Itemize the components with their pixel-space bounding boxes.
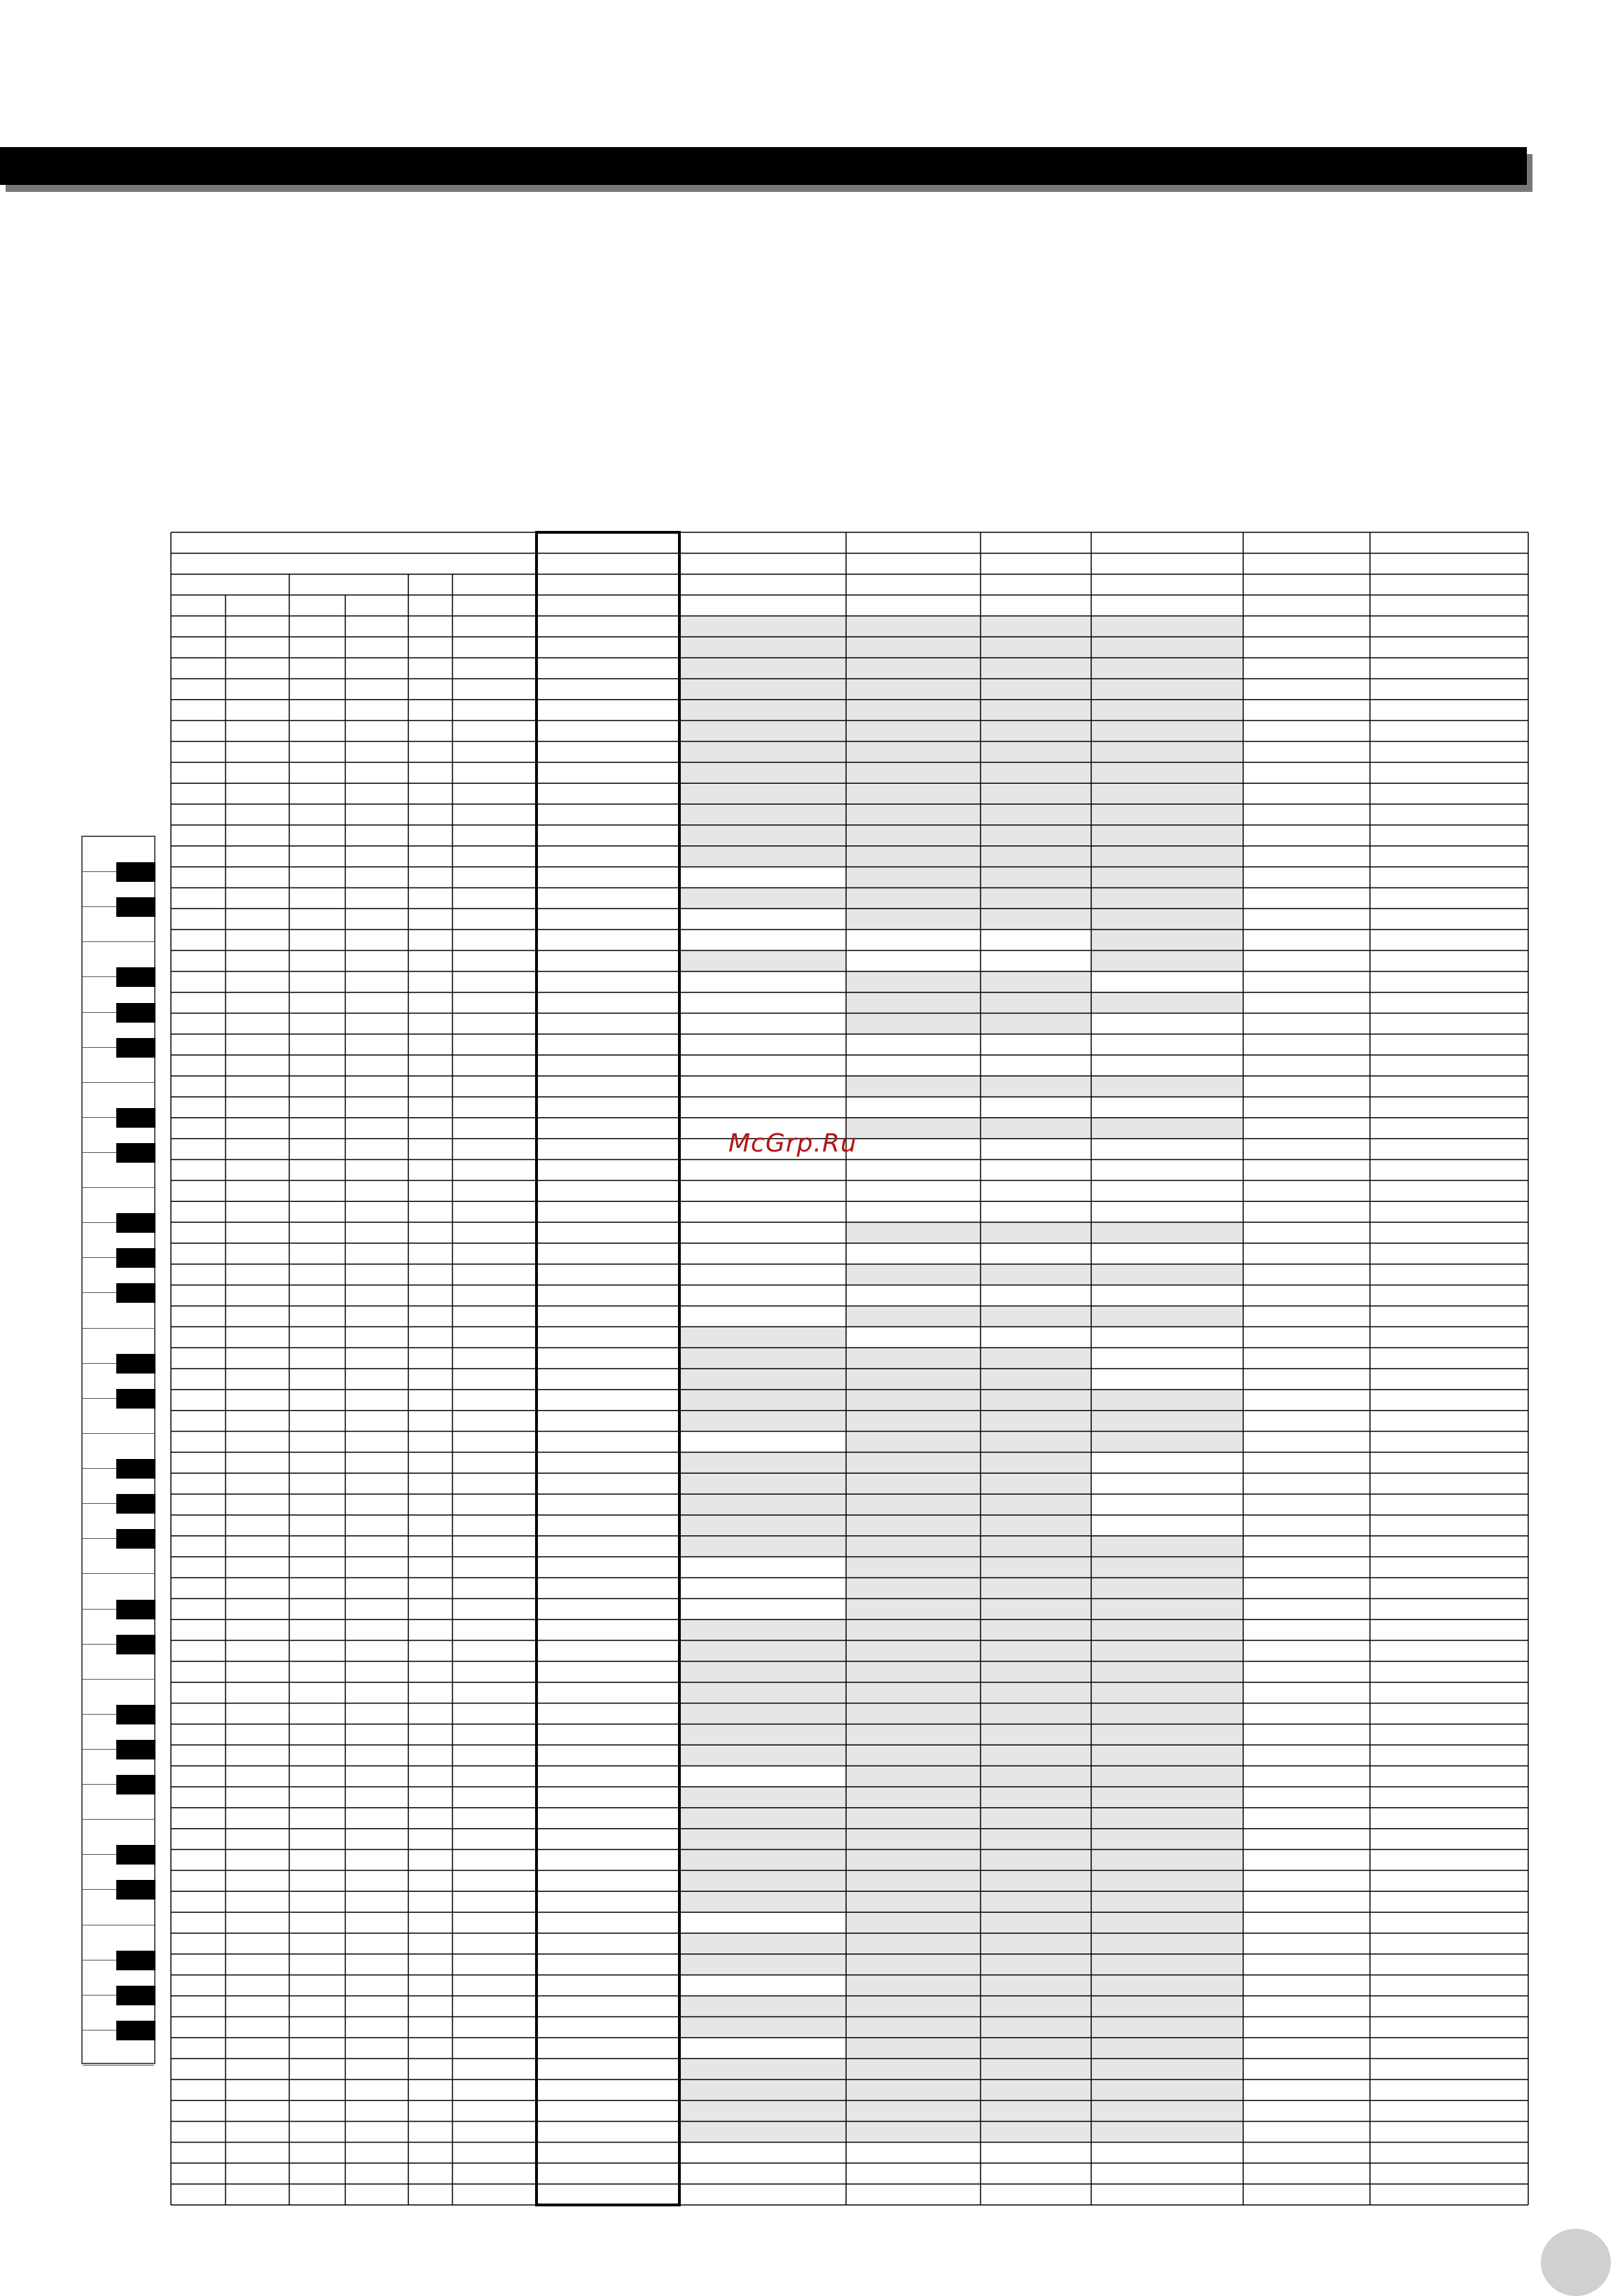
- shaded-cell-block: [846, 1076, 981, 1097]
- shaded-cell-block: [679, 1452, 846, 1556]
- black-key: [116, 1845, 155, 1865]
- black-key: [116, 1038, 155, 1058]
- black-key: [116, 1003, 155, 1023]
- shaded-cell-block: [679, 1327, 846, 1431]
- black-key: [116, 897, 155, 917]
- shaded-cell-block: [679, 887, 846, 908]
- shaded-cell-block: [981, 1118, 1091, 1139]
- shaded-cell-block: [1091, 1536, 1243, 2143]
- shaded-cell-block: [981, 971, 1091, 1035]
- shaded-cell-block: [1091, 993, 1243, 1014]
- black-key: [116, 1880, 155, 1900]
- shaded-cell-block: [1091, 616, 1243, 971]
- black-key: [116, 1635, 155, 1654]
- shaded-cell-block: [846, 1306, 981, 1327]
- shaded-cell-block: [846, 616, 981, 929]
- page-number-badge: [1541, 2229, 1611, 2296]
- black-key: [116, 1459, 155, 1479]
- shaded-cell-block: [1091, 1222, 1243, 1243]
- black-key: [116, 1248, 155, 1268]
- shaded-cell-block: [846, 1222, 981, 1243]
- shaded-cell-block: [846, 971, 981, 1035]
- shaded-cell-block: [981, 616, 1091, 929]
- shaded-cell-block: [1091, 1306, 1243, 1327]
- keyboard-diagram: [81, 836, 155, 2064]
- black-key: [116, 1283, 155, 1303]
- black-key: [116, 967, 155, 987]
- shaded-cell-block: [1091, 1390, 1243, 1453]
- black-key: [116, 1389, 155, 1409]
- black-key: [116, 1775, 155, 1794]
- black-key: [116, 1354, 155, 1374]
- shaded-cell-block: [1091, 1118, 1243, 1139]
- black-key: [116, 1108, 155, 1128]
- shaded-cell-block: [846, 1264, 981, 1285]
- black-key: [116, 1143, 155, 1163]
- black-key: [116, 1705, 155, 1724]
- shaded-cell-block: [679, 950, 846, 971]
- shaded-cell-block: [981, 1222, 1091, 1243]
- shaded-cell-block: [981, 1076, 1091, 1097]
- shaded-cell-block: [1091, 1264, 1243, 1285]
- shaded-cell-block: [1091, 1076, 1243, 1097]
- black-key: [116, 1529, 155, 1549]
- watermark-text: McGrp.Ru: [728, 1129, 857, 1158]
- shaded-cell-block: [981, 1264, 1091, 1285]
- black-key: [116, 862, 155, 882]
- black-key: [116, 1740, 155, 1759]
- black-key: [116, 2021, 155, 2040]
- black-key: [116, 1494, 155, 1514]
- shaded-cell-block: [981, 1306, 1091, 1327]
- black-key: [116, 1986, 155, 2005]
- shaded-cell-block: [679, 1619, 846, 1766]
- shaded-cell-block: [846, 1118, 981, 1139]
- black-key: [116, 1600, 155, 1619]
- black-key: [116, 1951, 155, 1970]
- black-key: [116, 1213, 155, 1233]
